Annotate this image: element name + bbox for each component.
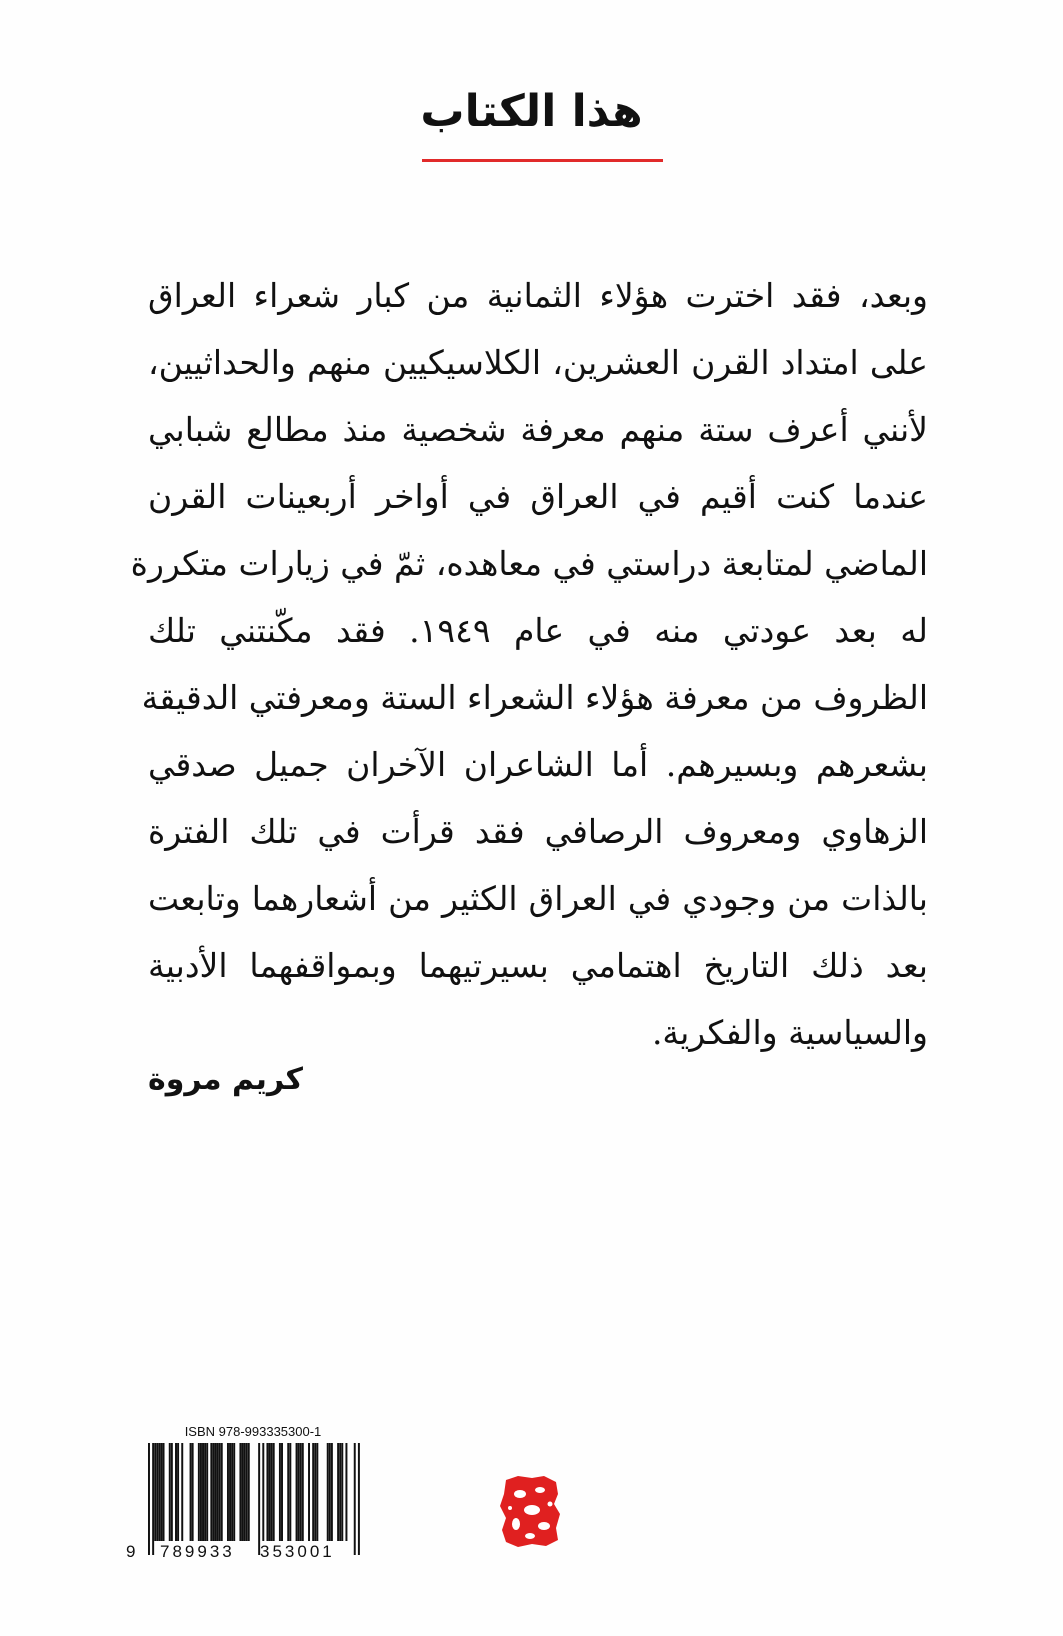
barcode-bar — [345, 1443, 347, 1541]
barcode-bar — [248, 1443, 250, 1541]
barcode-bar — [152, 1443, 154, 1555]
isbn-barcode — [124, 1424, 364, 1566]
barcode-bar — [200, 1443, 202, 1541]
barcode-bar — [231, 1443, 233, 1541]
isbn-label: ISBN 978-993335300-1 — [184, 1424, 322, 1439]
blurb-line: عندما كنت أقيم في العراق في أواخر أربعينات القرن — [148, 477, 928, 516]
blurb-paragraph — [130, 262, 928, 1066]
page-title: هذا الكتاب — [420, 86, 643, 137]
barcode-digits-right: 353001 — [260, 1542, 335, 1561]
barcode-bar — [215, 1443, 217, 1541]
barcode-bar — [337, 1443, 339, 1541]
blurb-line: له بعد عودتي منه في عام ١٩٤٩. فقد مكّنتني تلك — [148, 611, 928, 650]
title-underline — [422, 159, 663, 162]
blurb-line: الماضي لمتابعة دراستي في معاهده، ثمّ في زيارات متكررة — [130, 544, 928, 583]
barcode-bar — [258, 1443, 260, 1555]
barcode-bar — [269, 1443, 271, 1541]
barcode-bar — [298, 1443, 300, 1541]
barcode-bar — [339, 1443, 341, 1541]
publisher-emblem-icon — [498, 1474, 564, 1548]
barcode-bar — [221, 1443, 223, 1541]
blurb-line: والسياسية والفكرية. — [651, 1013, 928, 1052]
barcode-bar — [175, 1443, 177, 1541]
barcode-bar — [158, 1443, 160, 1541]
blurb-line: الزهاوي ومعروف الرصافي فقد قرأت في تلك الفترة — [148, 812, 928, 851]
barcode-bar — [358, 1443, 360, 1555]
barcode-bar — [181, 1443, 183, 1541]
barcode-bar — [210, 1443, 212, 1541]
barcode-bar — [327, 1443, 329, 1541]
barcode-bar — [233, 1443, 235, 1541]
barcode-bar — [202, 1443, 204, 1541]
barcode-bar — [244, 1443, 246, 1541]
barcode-bar — [229, 1443, 231, 1541]
barcode-bar — [273, 1443, 275, 1541]
barcode-bar — [289, 1443, 291, 1541]
barcode-bar — [312, 1443, 314, 1541]
barcode-bar — [212, 1443, 214, 1541]
barcode-bar — [308, 1443, 310, 1541]
barcode-bar — [242, 1443, 244, 1541]
barcode-bar — [287, 1443, 289, 1541]
barcode-bar — [341, 1443, 343, 1541]
barcode-bar — [296, 1443, 298, 1541]
barcode-bars — [148, 1443, 360, 1555]
blurb-line: بالذات من وجودي في العراق الكثير من أشعارهما وتابعت — [148, 879, 928, 918]
blurb-line: لأنني أعرف ستة منهم معرفة شخصية منذ مطالع شبابي — [148, 410, 928, 449]
barcode-bar — [331, 1443, 333, 1541]
blurb-line: الظروف من معرفة هؤلاء الشعراء الستة ومعرفتي الدقيقة — [141, 678, 928, 717]
barcode-bar — [156, 1443, 158, 1541]
barcode-bar — [281, 1443, 283, 1541]
barcode-bar — [246, 1443, 248, 1541]
barcode-digits-left: 789933 — [160, 1542, 235, 1561]
barcode-bar — [266, 1443, 268, 1541]
barcode-bar — [171, 1443, 173, 1541]
barcode-bar — [279, 1443, 281, 1541]
barcode-bar — [262, 1443, 264, 1541]
barcode-bar — [239, 1443, 241, 1541]
barcode-bar — [169, 1443, 171, 1541]
barcode-bar — [148, 1443, 150, 1555]
barcode-bar — [227, 1443, 229, 1541]
barcode-bar — [163, 1443, 165, 1541]
barcode-bar — [314, 1443, 316, 1541]
barcode-bar — [160, 1443, 162, 1541]
blurb-line: وبعد، فقد اخترت هؤلاء الثمانية من كبار شعراء العراق — [148, 276, 928, 315]
barcode-bar — [177, 1443, 179, 1541]
barcode-bar — [217, 1443, 219, 1541]
barcode-bar — [316, 1443, 318, 1541]
barcode-bar — [198, 1443, 200, 1541]
blurb-line: بعد ذلك التاريخ اهتمامي بسيرتيهما وبمواقفهما الأدبية — [148, 946, 928, 985]
barcode-bar — [206, 1443, 208, 1541]
barcode-bar — [271, 1443, 273, 1541]
barcode-digit-first: 9 — [126, 1542, 136, 1561]
barcode-bar — [154, 1443, 156, 1541]
barcode-bar — [192, 1443, 194, 1541]
barcode-bar — [329, 1443, 331, 1541]
barcode-bar — [190, 1443, 192, 1541]
blurb-line: بشعرهم وبسيرهم. أما الشاعران الآخران جميل صدقي — [148, 745, 928, 784]
barcode-bar — [300, 1443, 302, 1541]
blurb-line: على امتداد القرن العشرين، الكلاسيكيين منهم والحداثيين، — [148, 343, 928, 382]
barcode-bar — [219, 1443, 221, 1541]
author-signature: كريم مروة — [148, 1062, 303, 1097]
barcode-bar — [354, 1443, 356, 1555]
barcode-bar — [302, 1443, 304, 1541]
barcode-bar — [204, 1443, 206, 1541]
